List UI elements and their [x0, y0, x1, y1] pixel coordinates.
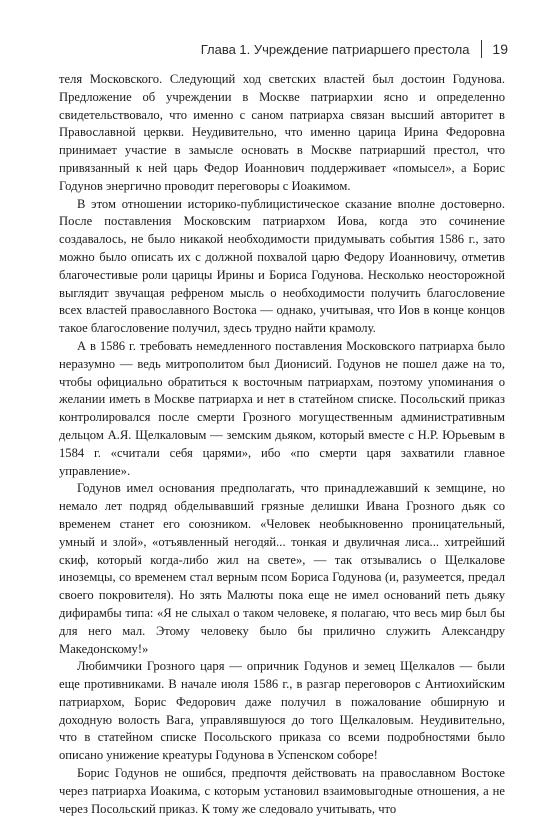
paragraph: Борис Годунов не ошибся, предпочтя действовать на православном Востоке через патриарха Иоакима, с которым установил взаимовыгодные отношения, а не через Посольский приказ. К тому же следовало учитывать, что	[59, 766, 505, 816]
paragraph: В этом отношении историко-публицистическое сказание вполне достоверно. После поставления Московским патриархом Иова, когда это сочинение создавалось, не было никакой необходимости придумывать события 1586 г., зато можно было описать их с должной похвалой царю Федору Иоанновичу, отметив благочестивые роли царицы Ирины и Бориса Годунова. Несколько неосторожной выглядит звучащая рефреном мысль о необходимости получить благословение всех властей православного Востока — однако, учитывая, что Иов в конце концов такое благословение получил, здесь трудно найти крамолу.	[59, 196, 505, 336]
paragraph: Годунов имел основания предполагать, что принадлежавший к земщине, но немало лет подряд обделывавший грязные делишки Ивана Грозного дьяк со временем станет его союзником. «Человек необыкновенно проницательный, умный и злой», «отъявленный негодяй... тонкая и двуличная лиса... хитрейший скиф, который когда-либо жил на свете», — так отзывались о Щелкалове иноземцы, со временем стал верным псом Бориса Годунова (и, разумеется, предал своего покровителя). Но зять Малюты пока еще не имел оснований петь дьяку дифирамбы типа: «Я не слыхал о таком человеке, я полагаю, что весь мир был бы для него мал. Этому человеку было бы прилично служить Александру Македонскому!»	[59, 481, 505, 656]
paragraph: А в 1586 г. требовать немедленного поставления Московского патриарха было неразумно — ведь митрополитом был Дионисий. Годунов не пошел даже на то, чтобы официально обратиться к восточным патриархам, поэтому упоминания о желании иметь в Москве патриарха и нет в статейном списке. Посольский приказ контролировался после смерти Грозного могущественным административным дельцом А.Я. Щелкаловым — земским дьяком, который вместе с Н.Р. Юрьевым в 1584 г. «считали себя царями», ибо «по смерти царя захватили главное управление».	[59, 338, 505, 478]
header-divider	[481, 40, 482, 58]
chapter-title: Глава 1. Учреждение патриаршего престола	[200, 41, 470, 57]
page-number: 19	[492, 41, 508, 57]
paragraph: теля Московского. Следующий ход светских властей был достоин Годунова. Предложение об учреждении в Москве патриархии ясно и определенно свидетельствовало, что именно с саном патриарха связан высший авторитет в Православной церкви. Неудивительно, что именно царица Ирина Федоровна принимает участие в замысле основать в Москве патриарший престол, что привязанный к ней царь Федор Иоаннович поддерживает «помысел», а Борис Годунов энергично проводит переговоры с Иоакимом.	[59, 72, 505, 193]
running-header	[201, 40, 508, 58]
paragraph: Любимчики Грозного царя — опричник Годунов и земец Щелкалов — были еще противниками. В начале июля 1586 г., в разгар переговоров с Антиохийским патриархом, Борис Федорович даже получил в пожалование обширную и доходную волость Вага, управлявшуюся до того Щелкаловым. Неудивительно, что в статейном списке Посольского приказа со всеми подробностями было описано унижение креатуры Годунова в Успенском соборе!	[59, 659, 505, 763]
page-body	[59, 71, 505, 818]
